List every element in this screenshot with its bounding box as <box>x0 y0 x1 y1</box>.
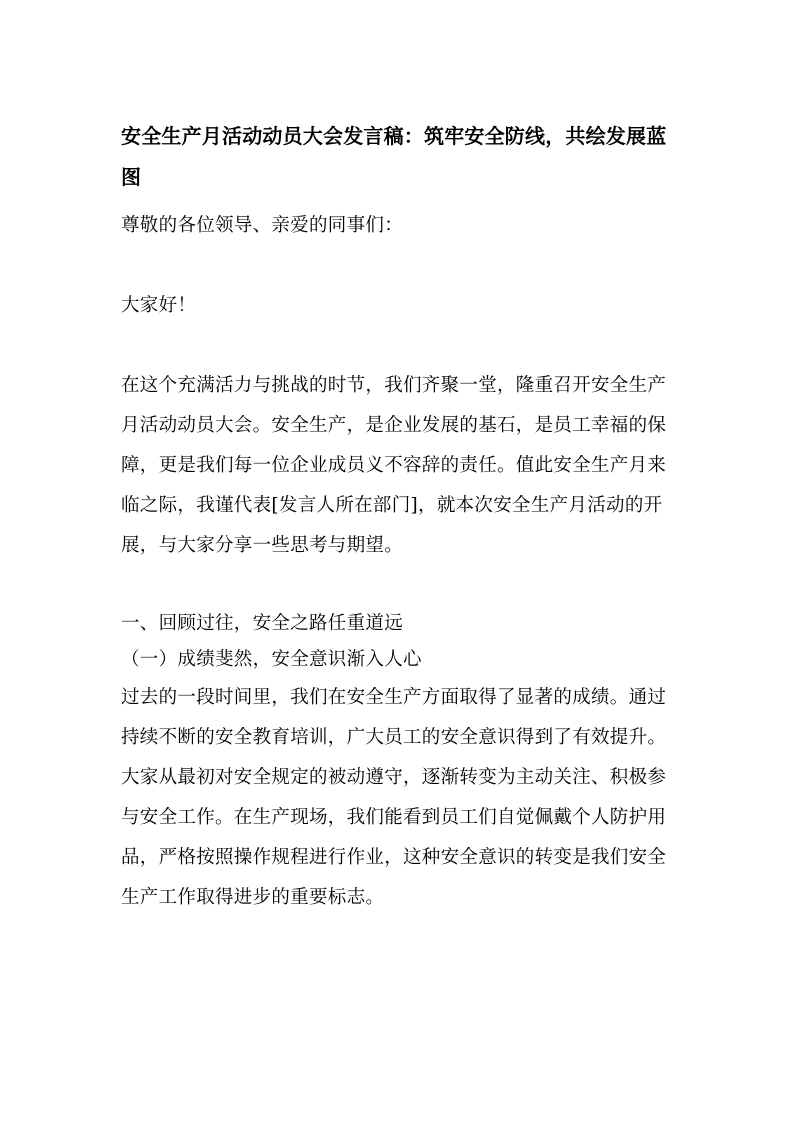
spacer <box>121 326 679 366</box>
salutation: 尊敬的各位领导、亲爱的同事们： <box>121 215 404 236</box>
subsection-heading: （一）成绩斐然，安全意识渐入人心 <box>121 649 422 670</box>
document-title: 安全生产月活动动员大会发言稿：筑牢安全防线，共绘发展蓝图 <box>121 124 667 189</box>
spacer <box>121 198 679 206</box>
greeting: 大家好！ <box>121 295 197 316</box>
intro-paragraph: 在这个充满活力与挑战的时节，我们齐聚一堂，隆重召开安全生产月活动动员大会。安全生产，是企业发展的基石，是员工幸福的保障，更是我们每一位企业成员义不容辞的责任。值此安全生产月来临之际，我谨代表[发言人所在部门]，就本次安全生产月活动的开展，与大家分享一些思考与期望。 <box>121 375 667 556</box>
section-heading: 一、回顾过往，安全之路任重道远 <box>121 613 404 634</box>
subsection-paragraph: 过去的一段时间里，我们在安全生产方面取得了显著的成绩。通过持续不断的安全教育培训，广大员工的安全意识得到了有效提升。大家从最初对安全规定的被动遵守，逐渐转变为主动关注、积极参与安全工作。在生产现场，我们能看到员工们自觉佩戴个人防护用品，严格按照操作规程进行作业，这种安全意识的转变是我们安全生产工作取得进步的重要标志。 <box>121 687 667 908</box>
document-body <box>121 116 679 918</box>
spacer <box>121 246 679 286</box>
spacer <box>121 566 679 606</box>
